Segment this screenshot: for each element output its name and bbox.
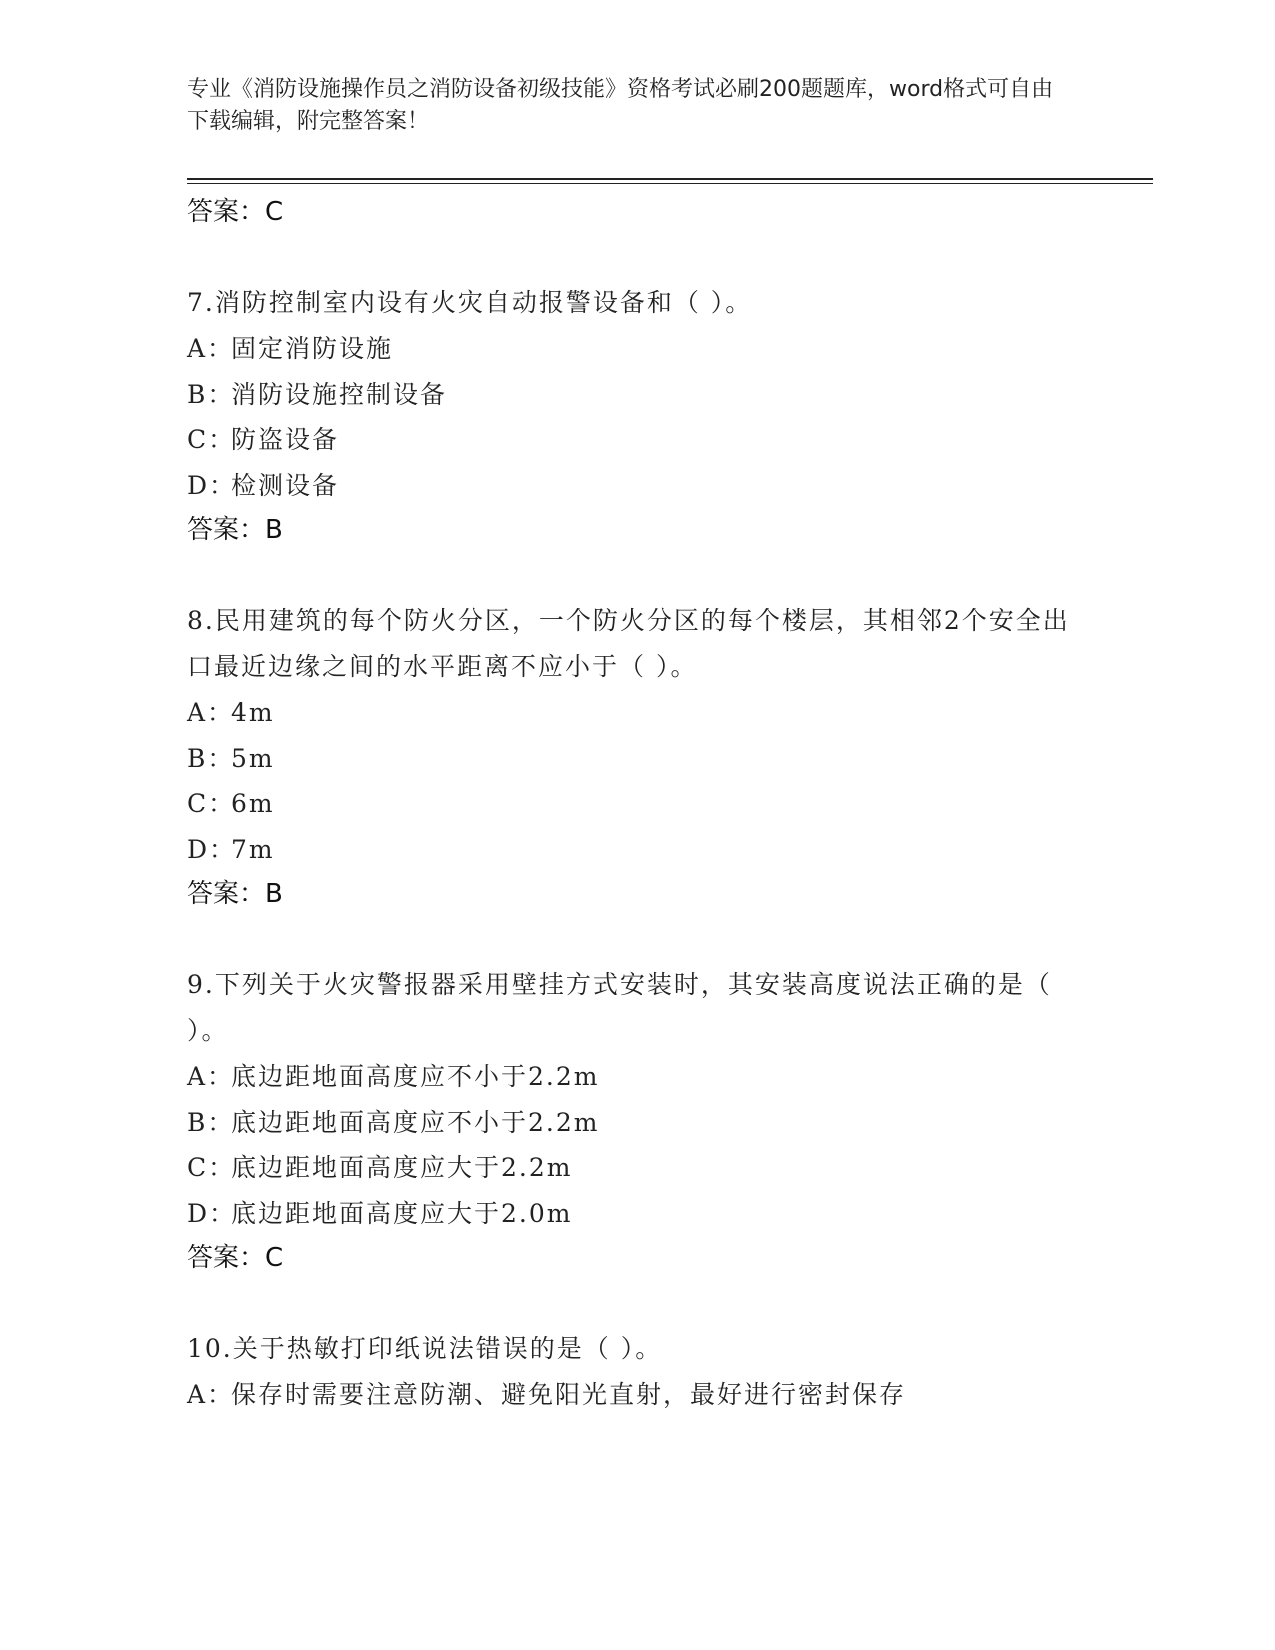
question-text: 8.民用建筑的每个防火分区，一个防火分区的每个楼层，其相邻2个安全出口最近边缘之间的水平距离不应小于（ ）。 <box>187 606 1070 681</box>
option-text: 底边距地面高度应不小于2.2m <box>231 1107 600 1137</box>
document-header: 专业《消防设施操作员之消防设备初级技能》资格考试必刷200题题库，word格式可自由下载编辑，附完整答案！ <box>187 77 1054 134</box>
header-divider-thick <box>187 178 1153 180</box>
option-text: 底边距地面高度应不小于2.2m <box>231 1062 600 1091</box>
option-key: B： <box>187 1107 235 1137</box>
question-text: 9.下列关于火灾警报器采用壁挂方式安装时，其安装高度说法正确的是（ ）。 <box>187 970 1052 1045</box>
option-item <box>187 827 1087 873</box>
answer-line: 答案：C <box>187 1243 284 1273</box>
option-key: B： <box>187 379 235 409</box>
option-text: 6m <box>231 789 275 818</box>
option-item <box>187 1191 1087 1237</box>
question-text: 7.消防控制室内设有火灾自动报警设备和（ ）。 <box>187 288 753 317</box>
option-item <box>187 781 1087 827</box>
option-text: 底边距地面高度应大于2.2m <box>231 1153 573 1182</box>
option-text: 消防设施控制设备 <box>231 379 448 409</box>
option-key: A： <box>187 1380 235 1409</box>
option-item <box>187 1100 1087 1146</box>
header-divider-thin <box>187 183 1153 184</box>
spacer <box>187 235 1087 280</box>
answer-line: 答案：C <box>187 197 284 227</box>
option-text: 5m <box>231 743 275 773</box>
option-text: 防盗设备 <box>231 425 340 454</box>
answer-line: 答案：B <box>187 879 283 909</box>
option-key: A： <box>187 1062 235 1091</box>
option-text: 检测设备 <box>231 470 340 500</box>
option-text: 底边距地面高度应大于2.0m <box>231 1198 573 1228</box>
option-key: A： <box>187 334 235 363</box>
option-item <box>187 736 1087 782</box>
option-text: 保存时需要注意防潮、避免阳光直射，最好进行密封保存 <box>231 1380 907 1409</box>
option-key: C： <box>187 1153 236 1182</box>
option-text: 4m <box>231 698 275 727</box>
answer-line: 答案：B <box>187 515 283 545</box>
spacer <box>187 1281 1087 1326</box>
option-item <box>187 326 1087 372</box>
option-text: 7m <box>231 834 275 864</box>
spacer <box>187 917 1087 962</box>
option-key: C： <box>187 789 236 818</box>
option-key: A： <box>187 698 235 727</box>
option-key: C： <box>187 425 236 454</box>
option-key: D： <box>187 1198 237 1228</box>
option-item <box>187 690 1087 736</box>
option-text: 固定消防设施 <box>231 334 394 363</box>
option-item <box>187 1054 1087 1100</box>
question-text: 10.关于热敏打印纸说法错误的是（ ）。 <box>187 1334 663 1363</box>
option-key: B： <box>187 743 235 773</box>
option-item <box>187 372 1087 418</box>
spacer <box>187 553 1087 598</box>
option-item <box>187 1145 1087 1191</box>
option-item <box>187 463 1087 509</box>
option-key: D： <box>187 470 237 500</box>
option-key: D： <box>187 834 237 864</box>
option-item <box>187 1372 1087 1418</box>
option-item <box>187 417 1087 463</box>
question-content <box>187 190 1087 1418</box>
